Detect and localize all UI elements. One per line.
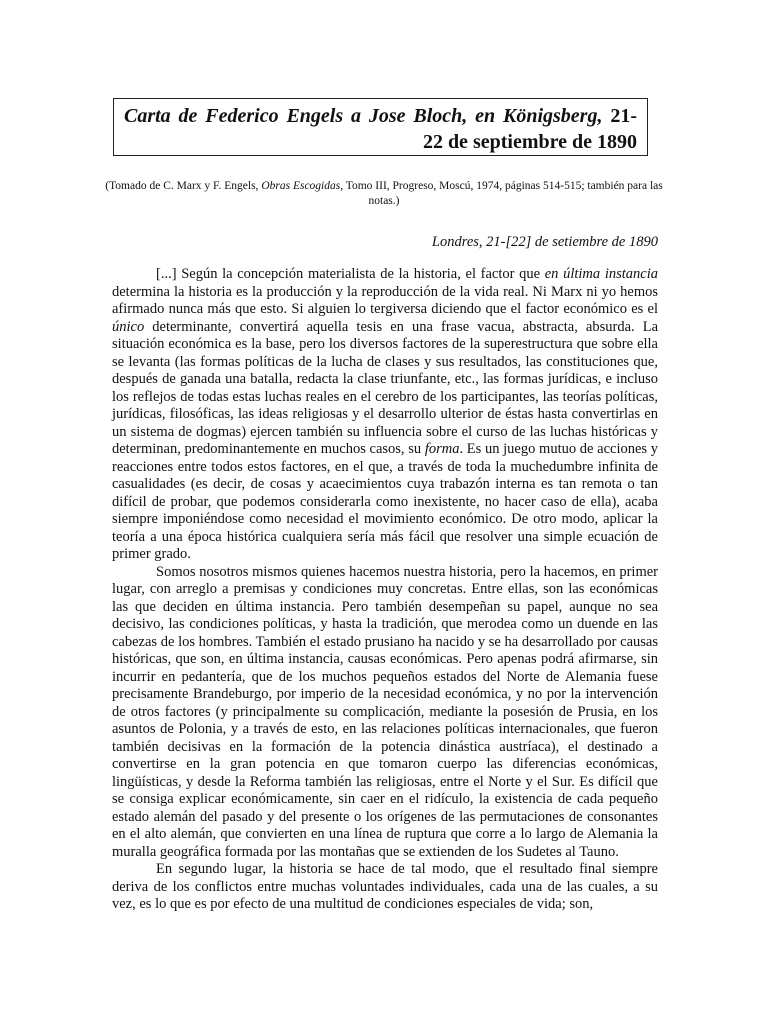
p1-emphasis-instancia: en última instancia xyxy=(544,266,658,282)
source-pre: (Tomado de C. Marx y F. Engels, xyxy=(105,180,262,192)
p1-emphasis-forma: forma xyxy=(424,441,460,457)
paragraph-2: Somos nosotros mismos quienes hacemos nuestra historia, pero la hacemos, en primer lugar, con arreglo a premisas y condiciones muy concretas. Entre ellas, son las económicas las que deciden en última instancia. Pero también desempeñan su papel, aunque no sea decisivo, las condiciones políticas, y hasta la tradición, que merodea como un duende en las cabezas de los hombres. También el estado prusiano ha nacido y se ha desarrollado por causas históricas, que son, en última instancia, causas económicas. Pero apenas podrá afirmarse, sin incurrir en pedantería, que de los muchos pequeños estados del Norte de Alemania fuese precisamente Brandeburgo, por imperio de la necesidad económica, y no por la intervención de otros factores (y principalmente su complicación, mediante la posesión de Prusia, en los asuntos de Polonia, y a través de esto, en las relaciones políticas internacionales, que fueron también decisivas en la formación de la potencia dinástica austríaca), el destinado a convertirse en la gran potencia en que tomaron cuerpo las diferencias económicas, lingüísticas, y desde la Reforma también las religiosas, entre el Norte y el Sur. Es difícil que se consiga explicar económicamente, sin caer en el ridículo, la existencia de cada pequeño estado alemán del pasado y del presente o los orígenes de las permutaciones de consonantes en el alto alemán, que convierten en una línea de ruptura que corre a lo largo de Alemania la muralla geográfica formada por las montañas que se extienden de los Sudetes al Tauno. xyxy=(112,563,658,860)
source-book-title: Obras Escogidas xyxy=(261,180,341,192)
p1-text-e: determinante, convertirá aquella tesis en una frase vacua, abstracta, absurda. La situación económica es la base, pero los diversos factores de la superestructura que sobre ella se levanta (las formas políticas de la lucha de clases y sus resultados, las constituciones que, después de ganada una batalla, redacta la clase triunfante, etc., las formas jurídicas, e incluso los reflejos de todas estas luchas reales en el cerebro de los participantes, las teorías políticas, jurídicas, filosóficas, las ideas religiosas y el desarrollo ulterior de éstas hasta convertirlas en un sistema de dogmas) ejercen también su influencia sobre el curso de las luchas históricas y determinan, predominantemente en muchos casos, su xyxy=(112,318,658,457)
source-note xyxy=(100,179,668,209)
p1-text-a: [...] Según la concepción materialista de la historia, el factor que xyxy=(156,266,545,282)
letter-dateline: Londres, 21-[22] de setiembre de 1890 xyxy=(431,234,658,250)
p1-text-g: . Es un juego mutuo de acciones y reacciones entre todos estos factores, en el que, a través de toda la muchedumbre infinita de casualidades (es decir, de cosas y acaecimientos cuya trabazón interna es tan remota o tan difícil de probar, que podemos considerarla como inexistente, no hacer caso de ella), acaba siempre imponiéndose como necesidad el movimiento económico. De otro modo, aplicar la teoría a una época histórica cualquiera sería más fácil que resolver una simple ecuación de primer grado. xyxy=(112,441,658,562)
title-line-1 xyxy=(124,103,637,129)
paragraph-3: En segundo lugar, la historia se hace de tal modo, que el resultado final siempre deriva de los conflictos entre muchas voluntades individuales, cada una de las cuales, a su vez, es lo que es por efecto de una multitud de condiciones especiales de vida; son, xyxy=(112,861,658,912)
title-box xyxy=(113,98,648,156)
p1-emphasis-unico: único xyxy=(112,318,145,335)
title-line-2: 22 de septiembre de 1890 xyxy=(422,131,637,153)
source-post: , Tomo III, Progreso, Moscú, 1974, páginas 514-515; también para las notas.) xyxy=(340,180,663,207)
paragraph-1 xyxy=(112,266,658,564)
p1-text-c: determina la historia es la producción y la reproducción de la vida real. Ni Marx ni yo hemos afirmado nunca más que esto. Si alguien lo tergiversa diciendo que el factor económico es el xyxy=(112,283,658,317)
title-date-start: 21- xyxy=(602,105,637,127)
title-italic: Carta de Federico Engels a Jose Bloch, en Königsberg, xyxy=(124,105,603,127)
letter-body xyxy=(112,266,658,914)
